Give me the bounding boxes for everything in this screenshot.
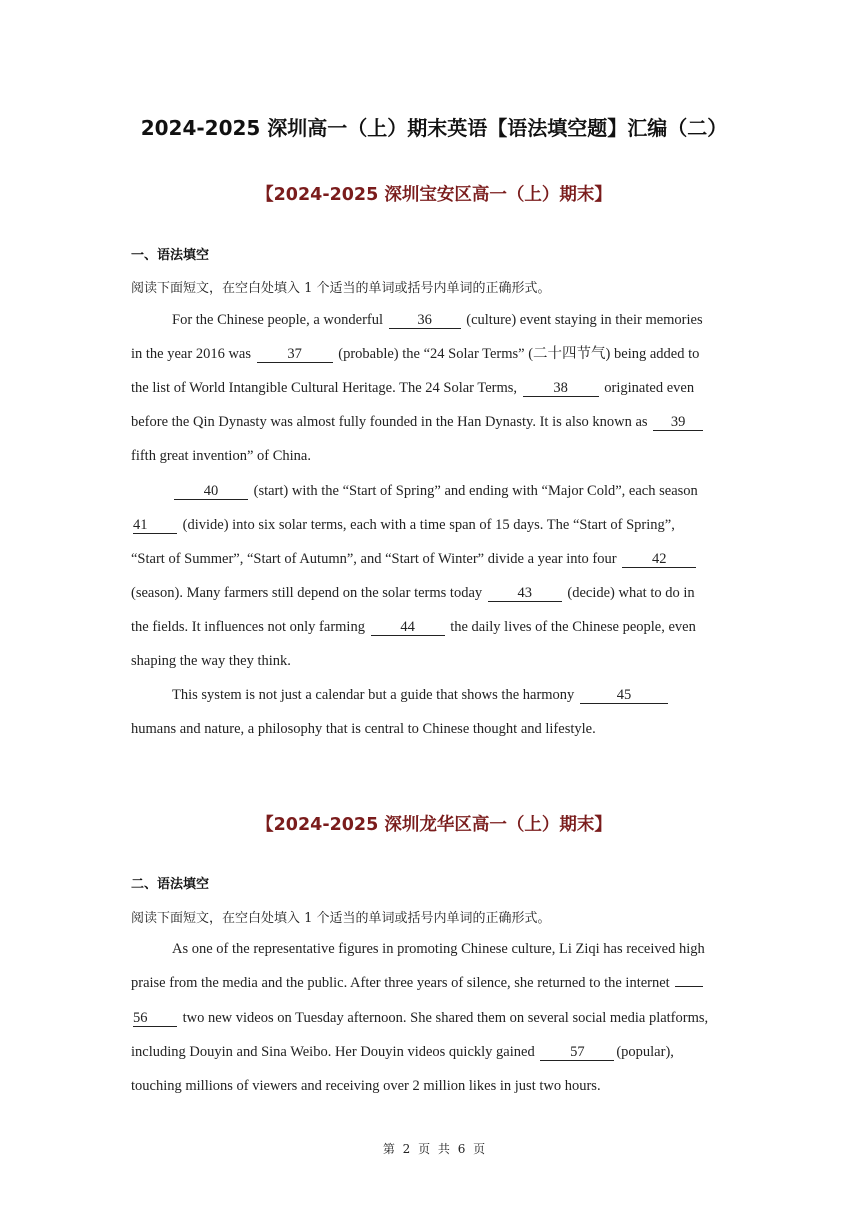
blank-56-start[interactable] xyxy=(675,986,703,987)
passage1-line: fifth great invention” of China. xyxy=(131,448,311,464)
passage1-line: in the year 2016 was 37 (probable) the “24 Solar Terms” (二十四节气) being added to xyxy=(131,346,700,362)
question-heading-2: 二、语法填空 xyxy=(131,877,210,892)
blank-39[interactable]: 39 xyxy=(653,415,703,431)
blank-36[interactable]: 36 xyxy=(389,313,461,329)
blank-45[interactable]: 45 xyxy=(580,688,668,704)
instruction-1: 阅读下面短文，在空白处填入 1 个适当的单词或括号内单词的正确形式。 xyxy=(131,281,551,296)
section-heading-longhua: 【2024-2025 深圳龙华区高一（上）期末】 xyxy=(256,815,612,835)
passage2-line: 56 two new videos on Tuesday afternoon. She shared them on several social media platforms, xyxy=(133,1010,709,1026)
passage1-line: This system is not just a calendar but a guide that shows the harmony 45 xyxy=(172,686,670,704)
passage1-line: shaping the way they think. xyxy=(131,653,291,669)
blank-44[interactable]: 44 xyxy=(371,620,445,636)
passage2-line: praise from the media and the public. After three years of silence, she returned to the internet xyxy=(131,974,705,992)
passage1-line: 41 (divide) into six solar terms, each with a time span of 15 days. The “Start of Spring”, xyxy=(133,517,675,533)
page-number: 第 2 页 共 6 页 xyxy=(382,1142,486,1156)
document-title: 2024-2025 深圳高一（上）期末英语【语法填空题】汇编（二） xyxy=(140,116,728,140)
blank-40[interactable]: 40 xyxy=(174,484,248,500)
blank-57[interactable]: 57 xyxy=(540,1045,614,1061)
section-heading-baoan: 【2024-2025 深圳宝安区高一（上）期末】 xyxy=(256,185,612,205)
blank-41[interactable]: 41 xyxy=(133,518,177,534)
passage2-line: As one of the representative figures in promoting Chinese culture, Li Ziqi has received high xyxy=(172,941,705,957)
instruction-2: 阅读下面短文，在空白处填入 1 个适当的单词或括号内单词的正确形式。 xyxy=(131,911,551,926)
question-heading-1: 一、语法填空 xyxy=(131,248,210,263)
passage1-line: “Start of Summer”, “Start of Autumn”, and “Start of Winter” divide a year into four 42 xyxy=(131,550,698,568)
blank-42[interactable]: 42 xyxy=(622,552,696,568)
blank-37[interactable]: 37 xyxy=(257,347,333,363)
passage1-line: For the Chinese people, a wonderful 36 (culture) event staying in their memories xyxy=(172,312,703,328)
passage1-line: the list of World Intangible Cultural Heritage. The 24 Solar Terms, 38 originated even xyxy=(131,380,695,396)
blank-56[interactable]: 56 xyxy=(133,1011,177,1027)
passage1-line: 40 (start) with the “Start of Spring” and ending with “Major Cold”, each season xyxy=(172,482,698,500)
passage2-line: touching millions of viewers and receiving over 2 million likes in just two hours. xyxy=(131,1078,601,1094)
passage1-line: the fields. It influences not only farming 44 the daily lives of the Chinese people, even xyxy=(131,619,696,635)
passage1-line: (season). Many farmers still depend on the solar terms today 43 (decide) what to do in xyxy=(131,585,695,601)
passage2-line: including Douyin and Sina Weibo. Her Douyin videos quickly gained 57 (popular), xyxy=(131,1044,674,1060)
blank-38[interactable]: 38 xyxy=(523,381,599,397)
passage1-line: humans and nature, a philosophy that is central to Chinese thought and lifestyle. xyxy=(131,721,596,737)
passage1-line: before the Qin Dynasty was almost fully founded in the Han Dynasty. It is also known as 39 xyxy=(131,413,705,431)
blank-43[interactable]: 43 xyxy=(488,586,562,602)
